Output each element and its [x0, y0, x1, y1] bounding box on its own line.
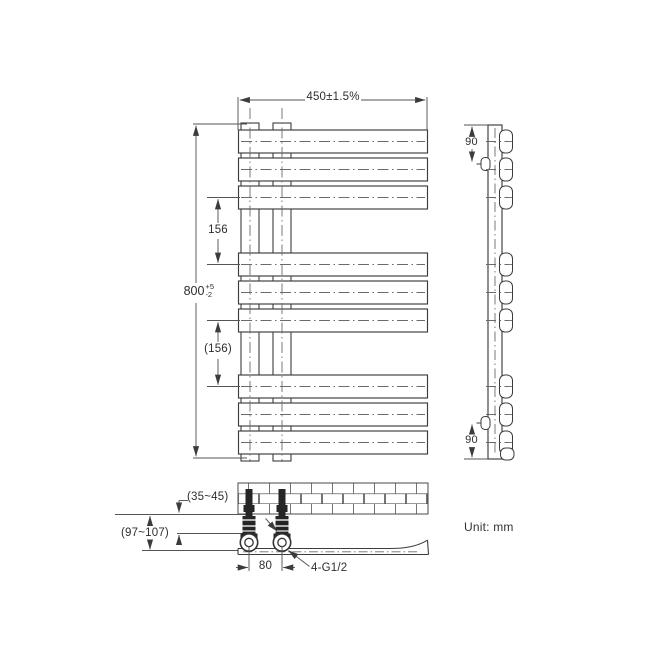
installation-view: [115, 483, 429, 555]
side-bar-tabs: [500, 130, 515, 460]
dim-wall-clearance: [179, 501, 188, 542]
unit-note: Unit: mm: [464, 520, 514, 534]
front-view: [239, 108, 428, 462]
dim-bracket-top-label: 90: [465, 136, 478, 148]
dim-width-label: 450±1.5%: [306, 91, 360, 103]
wall-bracket-bottom: [481, 417, 490, 430]
wall-section: [238, 483, 428, 514]
dim-height-tol-minus: -2: [205, 290, 213, 299]
dim-spacing-label: 156: [208, 224, 228, 236]
dim-spacing-ref-label: (156): [204, 343, 232, 355]
radiator-bars: [239, 130, 428, 454]
dim-bracket-bottom-label: 90: [465, 434, 478, 446]
dim-pipe-spacing-label: 80: [258, 560, 273, 572]
wall-bracket-top: [481, 158, 490, 171]
side-bottom-stub: [501, 448, 515, 460]
dim-height-tol-plus: +5: [205, 282, 214, 291]
panel-bottom-bar: [238, 540, 429, 554]
dim-mount-depth-label: (97~107): [121, 526, 169, 539]
dim-height-value: 800: [183, 284, 205, 298]
thread-callout-label: 4-G1/2: [311, 562, 348, 574]
dim-wall-clearance-label: (35~45): [187, 491, 229, 503]
side-view: [477, 125, 515, 460]
dim-height-label: [168, 283, 214, 299]
